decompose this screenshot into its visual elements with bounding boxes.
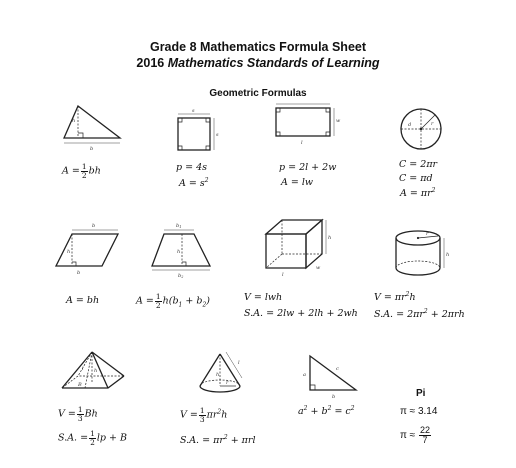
rectangle-figure (272, 100, 342, 146)
subtitle-standards: Mathematics Standards of Learning (167, 56, 380, 70)
section-heading: Geometric Formulas (209, 88, 307, 99)
cone-figure (196, 350, 252, 402)
circle-circumference-formula: C = 2πr (399, 159, 438, 170)
trapezoid-area-formula: A = $\frac{1}{2}$ $h(b_1 + b_2)$ (136, 292, 210, 310)
trapezoid-label-b1: $b_1$ (176, 223, 182, 229)
cylinder-label-r: r (426, 231, 429, 237)
cone-label-r: r (226, 380, 229, 386)
square-label-s-top: s (192, 108, 195, 114)
cylinder-surface-area-formula: S.A. = $2\pi r^2 + 2\pi rh$ (374, 308, 465, 321)
square-figure (170, 106, 222, 156)
right-triangle-label-a: a (303, 372, 306, 378)
rectangle-label-l: l (301, 140, 303, 146)
pi-fraction-approximation: π ≈ $\frac{22}{7}$ (400, 425, 430, 445)
trapezoid-label-h: h (177, 249, 181, 255)
cylinder-label-h: h (446, 252, 450, 258)
cylinder-volume-formula: $V = \pi r^2h$ (374, 291, 416, 304)
sheet-subtitle (0, 56, 516, 70)
cone-surface-area-formula: S.A. = $\pi r^2 + \pi rl$ (180, 434, 256, 447)
rectangle-area-formula: A = lw (281, 177, 314, 188)
trapezoid-label-b2: $b_2$ (178, 273, 184, 279)
pi-decimal-approximation: π ≈ 3.14 (400, 406, 438, 417)
prism-volume-formula: V = lwh (244, 292, 283, 303)
subtitle-year: 2016 (136, 56, 165, 70)
pyramid-figure (58, 348, 130, 400)
prism-surface-area-formula: S.A. = 2lw + 2lh + 2wh (244, 308, 358, 319)
circle-label-d: d (408, 122, 412, 128)
pyramid-volume-formula: V = $\frac{1}{3}$ Bh (58, 405, 98, 423)
circle-area-formula: $A = \pi r^2$ (400, 187, 436, 200)
cone-volume-formula: V = $\frac{1}{3}$ $\pi r^2h$ (180, 406, 228, 424)
right-triangle-figure (300, 352, 366, 400)
parallelogram-label-b-top: b (92, 223, 96, 229)
circle-label-r: r (431, 121, 434, 127)
prism-label-w: w (316, 265, 321, 271)
rectangle-label-w: w (336, 118, 341, 124)
cone-label-h: h (216, 372, 220, 378)
rectangle-perimeter-formula: p = 2l + 2w (279, 162, 337, 173)
trapezoid-figure (148, 222, 218, 280)
right-triangle-label-b: b (332, 394, 336, 400)
triangle-label-h: h (72, 118, 76, 124)
pyramid-label-B: B (78, 382, 82, 388)
pyramid-label-l: l (82, 366, 84, 372)
cylinder-figure (392, 226, 458, 282)
parallelogram-area-formula: A = bh (66, 295, 100, 306)
pythagorean-formula: $a^2 + b^2 = c^2$ (298, 405, 355, 418)
parallelogram-figure (52, 222, 126, 274)
circle-figure (398, 106, 444, 152)
right-triangle-label-c: c (336, 366, 339, 372)
pi-heading: Pi (416, 388, 426, 399)
sheet-title: Grade 8 Mathematics Formula Sheet (149, 40, 367, 54)
prism-label-h: h (328, 235, 332, 241)
parallelogram-label-h: h (67, 249, 71, 255)
pyramid-label-h: h (94, 368, 98, 374)
triangle-figure (58, 100, 126, 152)
square-perimeter-formula: p = 4s (176, 162, 208, 173)
parallelogram-label-b: b (77, 270, 81, 276)
pyramid-surface-area-formula: S.A. = $\frac{1}{2}$ lp + B (58, 429, 127, 447)
circle-circumference-diameter-formula: C = πd (399, 173, 433, 184)
square-label-s-side: s (216, 132, 219, 138)
rectangular-prism-figure (260, 214, 334, 278)
square-area-formula: $A = s^2$ (179, 177, 209, 190)
triangle-area-formula: A = $\frac{1}{2}$ bh (62, 162, 101, 180)
cone-label-l: l (238, 360, 240, 366)
prism-label-l: l (282, 272, 284, 278)
triangle-label-b: b (90, 146, 94, 152)
